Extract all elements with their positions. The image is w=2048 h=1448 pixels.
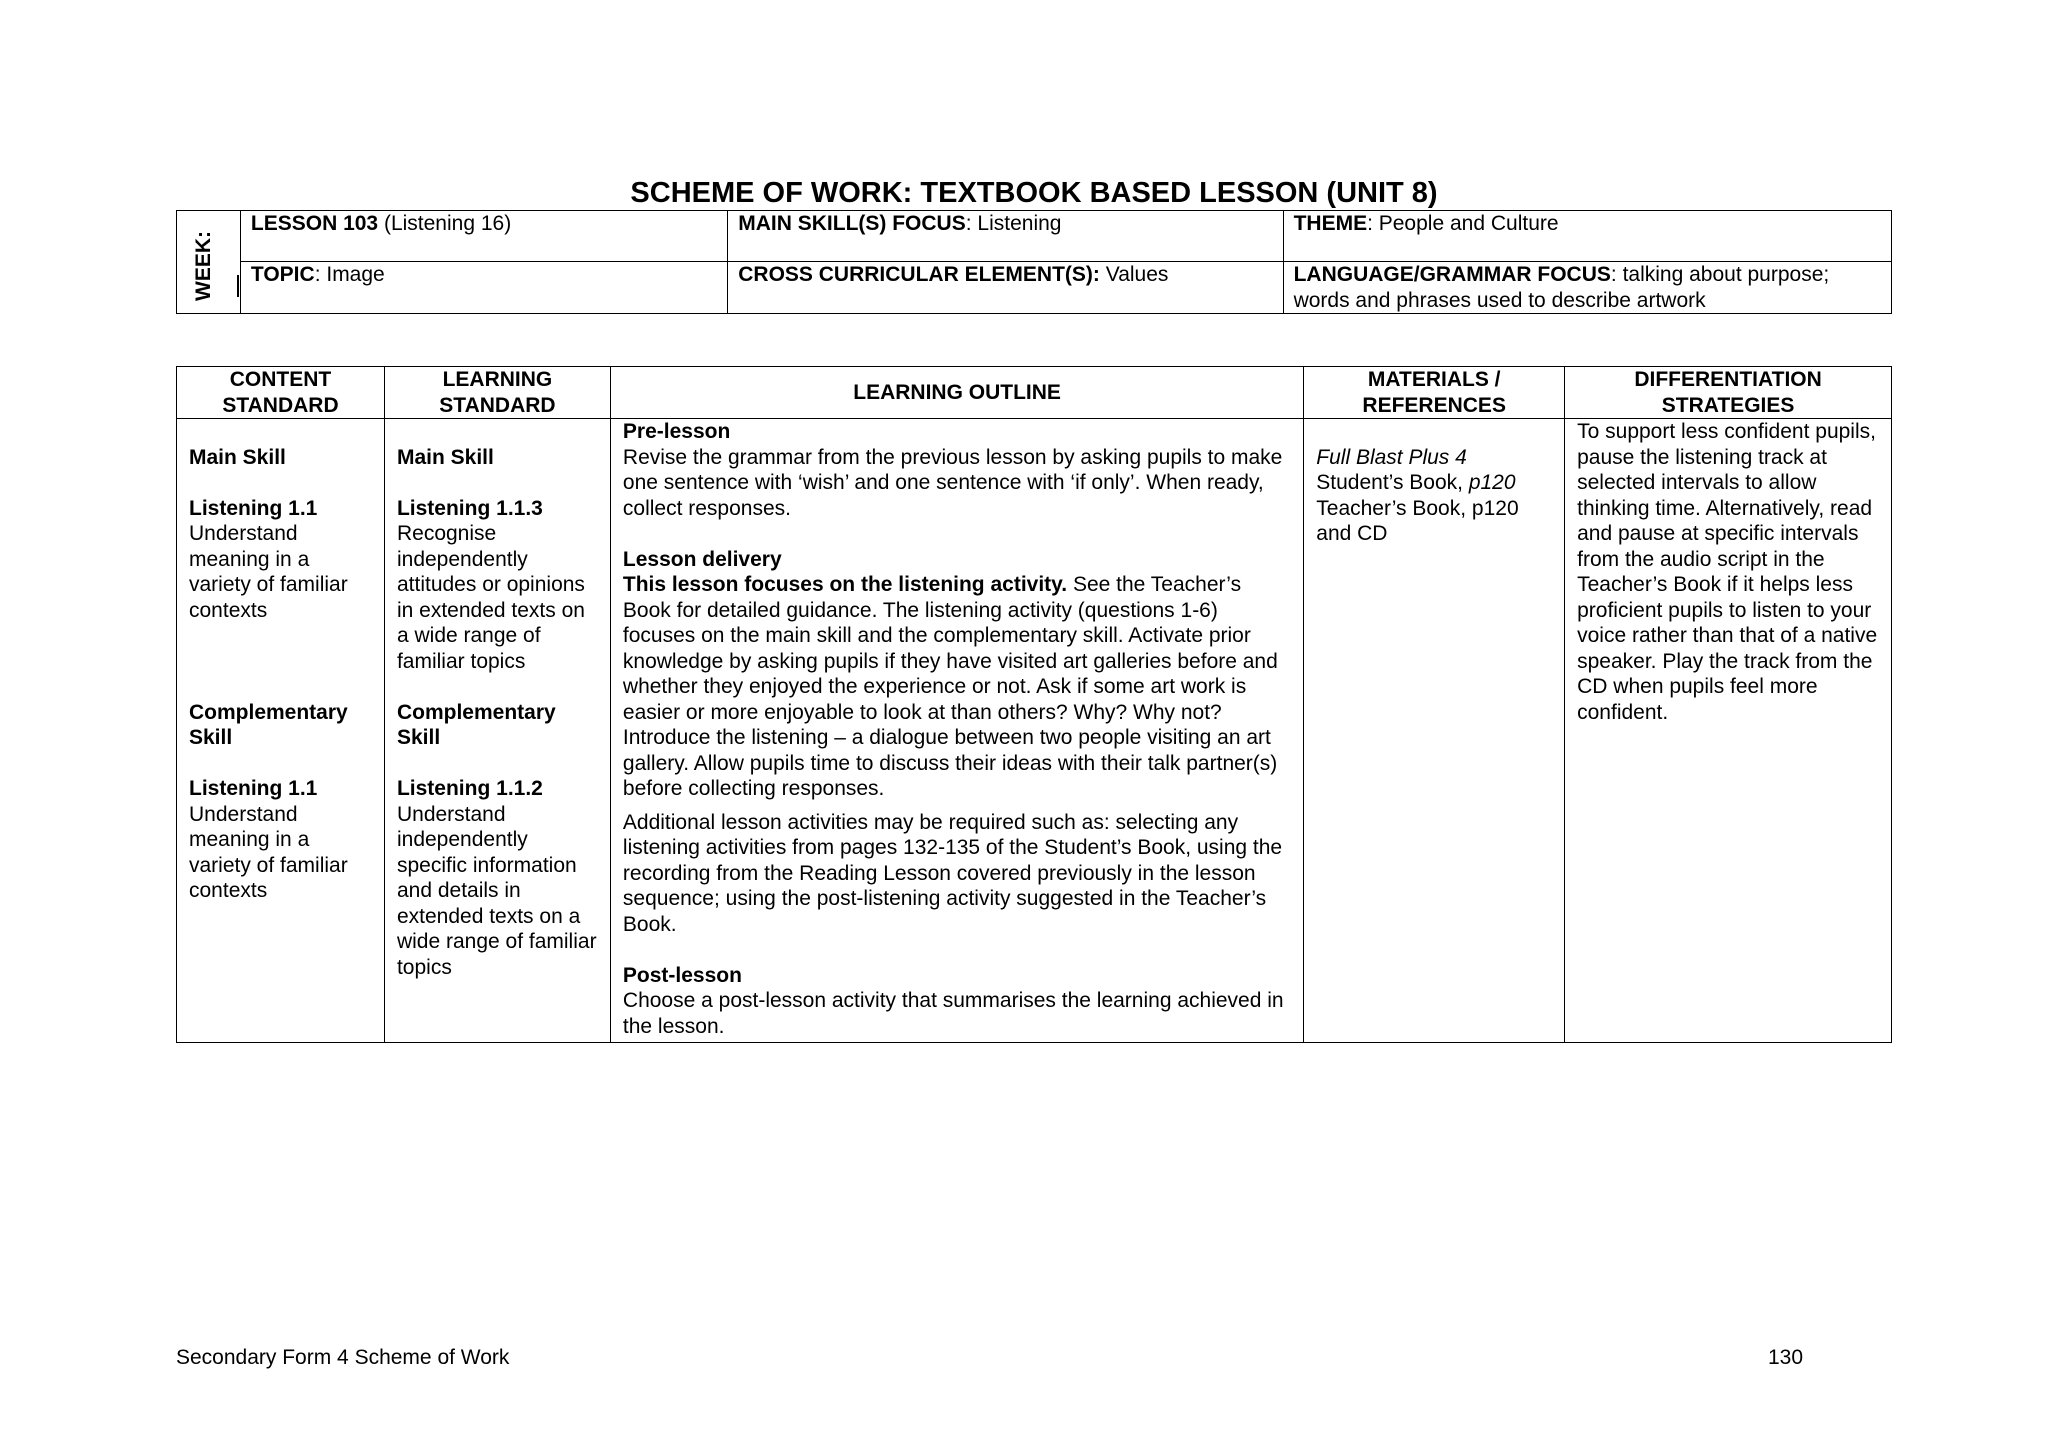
- content-comp-text: Understand meaning in a variety of familiar contexts: [189, 802, 348, 902]
- lesson-header-table: [176, 210, 1892, 314]
- pre-lesson-text: Revise the grammar from the previous lesson by asking pupils to make one sentence with ‘wish’ and one sentence with ‘if only’. When ready, collect responses.: [622, 445, 1283, 520]
- footer-page-number: 130: [1768, 1346, 1804, 1369]
- col-header-differentiation: DIFFERENTIATION STRATEGIES: [1565, 367, 1892, 419]
- post-lesson-text: Choose a post-lesson activity that summarises the learning achieved in the lesson.: [622, 989, 1284, 1038]
- col-header-materials: MATERIALS / REFERENCES: [1304, 367, 1565, 419]
- lesson-delivery-paragraph: [623, 572, 1291, 802]
- main-skill-cell: [728, 211, 1283, 262]
- differentiation-cell: [1565, 419, 1892, 1043]
- materials-cell: [1304, 419, 1565, 1043]
- content-main-text: Understand meaning in a variety of familiar contexts: [189, 522, 348, 622]
- lesson-delivery-heading: Lesson delivery: [622, 547, 782, 571]
- week-value-line: [237, 275, 239, 297]
- pre-lesson-heading: Pre-lesson: [622, 420, 731, 443]
- cross-curricular-cell: [728, 262, 1283, 314]
- lesson-value: (Listening 16): [378, 212, 512, 235]
- cross-curricular-value: Values: [1099, 263, 1169, 286]
- learning-standard-cell: [384, 419, 610, 1043]
- additional-activities-text: Additional lesson activities may be required such as: selecting any listening activities from pages 132-135 of the Student’s Book, using the recording from the Reading Lesson covered previously in the lesson sequence; using the post-listening activity suggested in the Teacher’s Book.: [622, 810, 1283, 936]
- lesson-delivery-text: See the Teacher’s Book for detailed guidance. The listening activity (questions 1-6) focuses on the main skill and the complementary skill. Activate prior knowledge by asking pupils if they have visited art galleries before and whether they enjoyed the experience or not. Ask if some art work is easier or more enjoyable to look at than others? Why? Why not? Introduce the listening – a dialogue between two people visiting an art gallery. Allow pupils time to discuss their ideas with their talk partner(s) before collecting responses.: [622, 573, 1278, 800]
- learning-outline-cell: [610, 419, 1303, 1043]
- main-skill-label: MAIN SKILL(S) FOCUS: [738, 212, 966, 235]
- materials-teachers-book: Teacher’s Book, p120 and CD: [1316, 496, 1519, 545]
- lesson-delivery-bold: This lesson focuses on the listening activity.: [622, 573, 1068, 596]
- week-label: WEEK:: [192, 231, 215, 301]
- learning-comp-skill: Complementary Skill: [396, 700, 556, 749]
- week-cell: [177, 211, 241, 314]
- post-lesson-heading: Post-lesson: [622, 963, 742, 987]
- topic-value: : Image: [314, 263, 385, 286]
- col-header-learning-outline: LEARNING OUTLINE: [610, 367, 1303, 419]
- footer-document-title: Secondary Form 4 Scheme of Work: [176, 1346, 510, 1369]
- page-title: SCHEME OF WORK: TEXTBOOK BASED LESSON (UNIT 8): [630, 177, 1438, 209]
- col-header-learning-standard: LEARNING STANDARD: [384, 367, 610, 419]
- content-main-skill: Main Skill: [189, 445, 286, 469]
- cross-curricular-label: CROSS CURRICULAR ELEMENT(S):: [738, 263, 1100, 286]
- content-standard-cell: [177, 419, 385, 1043]
- theme-cell: [1283, 211, 1891, 262]
- lesson-plan-table: [176, 366, 1892, 1043]
- materials-book-title: Full Blast Plus 4: [1316, 445, 1467, 469]
- main-skill-value: : Listening: [965, 212, 1062, 235]
- topic-cell: [240, 262, 727, 314]
- col-header-content-standard: CONTENT STANDARD: [177, 367, 385, 419]
- topic-label: TOPIC: [250, 263, 315, 286]
- lesson-label: LESSON 103: [250, 212, 379, 235]
- content-main-code: Listening 1.1: [189, 496, 318, 520]
- differentiation-text: To support less confident pupils, pause the listening track at selected intervals to allow thinking time. Alternatively, read and pause at specific intervals from the audio script in the Teacher’s Book if it helps less proficient pupils to listen to your voice rather than that of a native speaker. Play the track from the CD when pupils feel more confident.: [1577, 420, 1878, 724]
- theme-value: : People and Culture: [1367, 212, 1559, 235]
- students-book-label: Student’s Book,: [1316, 471, 1469, 494]
- content-comp-code: Listening 1.1: [189, 777, 318, 800]
- grammar-focus-label: LANGUAGE/GRAMMAR FOCUS: [1293, 263, 1611, 286]
- learning-comp-code: Listening 1.1.2: [396, 777, 543, 800]
- theme-label: THEME: [1293, 212, 1368, 235]
- learning-main-text: Recognise independently attitudes or opinions in extended texts on a wide range of familiar topics: [396, 522, 585, 673]
- learning-main-code: Listening 1.1.3: [396, 496, 543, 520]
- grammar-focus-value: : talking about purpose; words and phrases used to describe artwork: [1293, 263, 1830, 312]
- learning-main-skill: Main Skill: [396, 445, 494, 469]
- content-comp-skill: Complementary Skill: [189, 700, 348, 749]
- students-book-page: p120: [1468, 471, 1516, 494]
- lesson-cell: [240, 211, 727, 262]
- grammar-focus-cell: [1283, 262, 1891, 314]
- materials-students-book: [1316, 470, 1552, 496]
- learning-comp-text: Understand independently specific information and details in extended texts on a wide range of familiar topics: [396, 802, 597, 979]
